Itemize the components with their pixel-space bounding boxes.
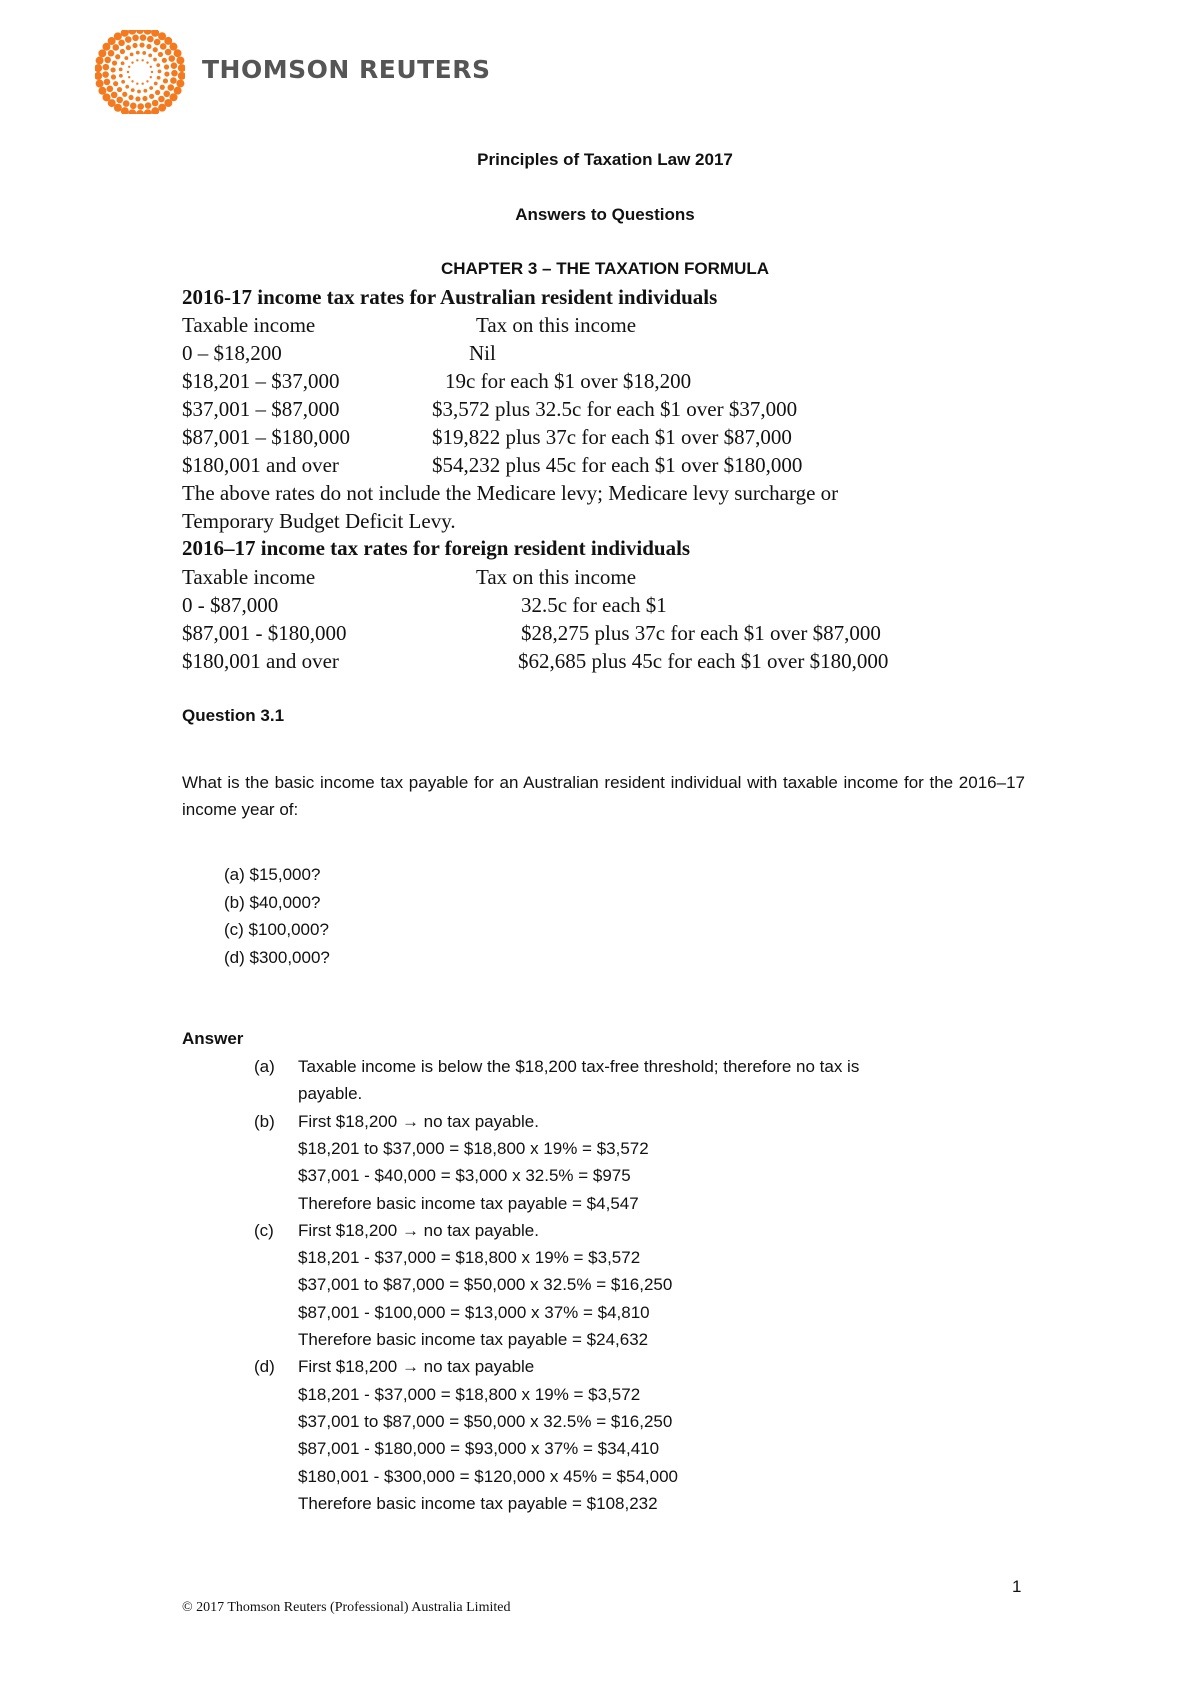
- answer-line: $37,001 to $87,000 = $50,000 x 32.5% = $16,250: [298, 1411, 673, 1431]
- resident-col-tax: Tax on this income: [476, 313, 637, 337]
- question-heading: Question 3.1: [182, 706, 285, 725]
- logo-dot: [143, 89, 147, 93]
- logo-dot: [136, 51, 140, 55]
- logo-dot: [136, 30, 144, 34]
- chapter-heading: CHAPTER 3 – THE TAXATION FORMULA: [440, 259, 770, 278]
- resident-row-tax: $19,822 plus 37c for each $1 over $87,000: [432, 425, 792, 449]
- logo-dot: [158, 70, 162, 74]
- resident-row-income: $18,201 – $37,000: [182, 369, 340, 393]
- logo-dot: [118, 40, 125, 47]
- logo-dot: [152, 100, 159, 107]
- answer-line: payable.: [298, 1084, 363, 1104]
- logo-dot: [122, 92, 127, 97]
- logo-dot: [119, 74, 123, 78]
- logo-dot: [163, 90, 170, 97]
- answer-heading: Answer: [182, 1029, 244, 1048]
- logo-dot: [144, 30, 152, 35]
- logo-dot: [150, 66, 152, 68]
- logo-dot: [151, 30, 159, 37]
- logo-dot: [158, 52, 163, 57]
- logo-dot: [141, 82, 143, 84]
- logo-dot: [164, 71, 169, 76]
- answer-line: $18,201 - $37,000 = $18,800 x 19% = $3,572: [298, 1384, 641, 1404]
- answer-line: $37,001 - $40,000 = $3,000 x 32.5% = $975: [298, 1166, 631, 1186]
- answer-line: Therefore basic income tax payable = $24,632: [298, 1330, 649, 1349]
- logo-dot: [158, 96, 165, 103]
- answer-line: Taxable income is below the $18,200 tax-free threshold; therefore no tax is: [298, 1057, 860, 1076]
- answer-line: $87,001 - $100,000 = $13,000 x 37% = $4,810: [298, 1302, 650, 1322]
- logo-dot: [95, 64, 102, 72]
- logo-dot: [158, 104, 166, 112]
- logo-dot: [114, 32, 122, 40]
- logo-dot: [136, 82, 138, 84]
- logo-dot: [128, 95, 133, 100]
- logo-dot: [154, 82, 158, 86]
- logo-dot: [151, 107, 159, 114]
- logo-dot: [131, 80, 133, 82]
- foreign-row-tax: 32.5c for each $1: [521, 593, 667, 617]
- logo-dot: [102, 71, 109, 78]
- answer-item-label: (d): [254, 1357, 275, 1377]
- answer-item-label: (c): [254, 1220, 274, 1240]
- question-item: (b) $40,000?: [224, 892, 321, 912]
- logo-dot: [112, 44, 119, 51]
- foreign-col-income: Taxable income: [182, 565, 316, 589]
- logo-dot: [124, 56, 128, 60]
- logo-dot: [160, 43, 167, 50]
- answer-line: $18,201 - $37,000 = $18,800 x 19% = $3,572: [298, 1248, 641, 1268]
- logo-dot: [151, 71, 153, 73]
- answer-line: Therefore basic income tax payable = $4,547: [298, 1193, 639, 1213]
- logo-dot: [98, 87, 106, 95]
- resident-row-income: 0 – $18,200: [182, 341, 282, 365]
- answer-line: $87,001 - $180,000 = $93,000 x 37% = $34,410: [298, 1439, 660, 1459]
- logo-dot: [128, 30, 136, 35]
- resident-row-tax: 19c for each $1 over $18,200: [445, 369, 692, 393]
- question-item: (c) $100,000?: [224, 920, 329, 939]
- logo-dot: [137, 103, 144, 110]
- document-title: Principles of Taxation Law 2017: [477, 150, 733, 169]
- logo-dot: [178, 64, 185, 72]
- logo-dot: [131, 61, 133, 63]
- logo-dot: [121, 107, 129, 114]
- answer-line: First $18,200 → no tax payable: [298, 1357, 535, 1377]
- logo-dot: [119, 67, 123, 71]
- logo-dot: [103, 64, 110, 71]
- logo-dot: [112, 60, 117, 65]
- logo-dot: [128, 109, 136, 114]
- resident-row-tax: Nil: [469, 341, 496, 365]
- logo-dot: [139, 42, 144, 47]
- foreign-row-tax: $28,275 plus 37c for each $1 over $87,000: [521, 621, 881, 645]
- logo-dot: [126, 45, 131, 50]
- logo-dot: [121, 61, 125, 65]
- answer-line: $180,001 - $300,000 = $120,000 x 45% = $54,000: [298, 1466, 678, 1486]
- logo-dot: [107, 85, 114, 92]
- logo-dot: [120, 49, 125, 54]
- foreign-col-tax: Tax on this income: [476, 565, 637, 589]
- logo-dot: [145, 102, 152, 109]
- logo-dot: [96, 57, 104, 65]
- logo-dot: [135, 96, 140, 101]
- answer-line: Therefore basic income tax payable = $108,232: [298, 1493, 658, 1513]
- logo-dot: [148, 53, 152, 57]
- logo-dot: [121, 80, 125, 84]
- resident-row-tax: $3,572 plus 32.5c for each $1 over $37,000: [432, 397, 798, 421]
- question-item: (d) $300,000?: [224, 947, 330, 967]
- page-number: 1: [1012, 1577, 1022, 1596]
- logo-dot: [131, 88, 135, 92]
- answer-line: $18,201 to $37,000 = $18,800 x 19% = $3,572: [298, 1138, 649, 1158]
- logo-dot: [153, 58, 157, 62]
- logo-dot: [153, 47, 158, 52]
- logo-dot: [136, 110, 144, 114]
- resident-note-line2: Temporary Budget Deficit Levy.: [182, 509, 456, 533]
- thomson-reuters-logo-mark: [95, 30, 185, 114]
- logo-dot: [142, 96, 147, 101]
- logo-dot: [130, 52, 134, 56]
- logo-dot: [163, 78, 168, 83]
- logo-dot: [104, 57, 111, 64]
- document-subtitle: Answers to Questions: [515, 205, 695, 224]
- logo-dot: [113, 81, 118, 86]
- logo-dot: [168, 84, 175, 91]
- logo-dot: [157, 76, 161, 80]
- logo-dot: [96, 80, 104, 88]
- logo-dot: [178, 72, 185, 80]
- resident-col-income: Taxable income: [182, 313, 316, 337]
- logo-dot: [111, 74, 116, 79]
- foreign-rates-heading: 2016–17 income tax rates for foreign resident individuals: [182, 536, 691, 560]
- logo-dot: [98, 49, 106, 57]
- foreign-row-income: $180,001 and over: [182, 649, 339, 673]
- logo-dot: [164, 64, 169, 69]
- logo-dot: [111, 92, 118, 99]
- logo-dot: [140, 34, 147, 41]
- resident-row-income: $37,001 – $87,000: [182, 397, 340, 421]
- logo-dot: [156, 63, 160, 67]
- logo-dot: [154, 39, 161, 46]
- logo-dot: [149, 86, 153, 90]
- logo-dot: [117, 87, 122, 92]
- logo-dot: [176, 79, 184, 87]
- logo-dot: [104, 79, 111, 86]
- logo-dot: [121, 30, 129, 37]
- answer-item-label: (a): [254, 1057, 275, 1076]
- logo-dot: [155, 90, 160, 95]
- logo-dot: [171, 70, 178, 77]
- logo-dot: [128, 66, 130, 68]
- logo-dot: [171, 62, 178, 69]
- foreign-row-tax: $62,685 plus 45c for each $1 over $180,000: [518, 649, 889, 673]
- foreign-row-income: $87,001 - $180,000: [182, 621, 347, 645]
- logo-dot: [146, 80, 148, 82]
- footer-copyright: © 2017 Thomson Reuters (Professional) Australia Limited: [182, 1600, 511, 1615]
- logo-dot: [165, 49, 172, 56]
- logo-dot: [115, 54, 120, 59]
- resident-rates-heading: 2016-17 income tax rates for Australian resident individuals: [182, 285, 718, 309]
- logo-dot: [128, 76, 130, 78]
- logo-dot: [174, 87, 182, 95]
- logo-dot: [125, 85, 129, 89]
- logo-dot: [95, 72, 102, 80]
- logo-dot: [110, 67, 115, 72]
- logo-dot: [170, 77, 177, 84]
- answer-line: First $18,200 → no tax payable.: [298, 1111, 539, 1131]
- logo-dot: [168, 55, 175, 62]
- logo-dot: [142, 51, 146, 55]
- logo-dot: [146, 44, 151, 49]
- foreign-row-income: 0 - $87,000: [182, 593, 279, 617]
- logo-dot: [130, 103, 137, 110]
- logo-dot: [132, 43, 137, 48]
- answer-line: $37,001 to $87,000 = $50,000 x 32.5% = $16,250: [298, 1275, 673, 1295]
- logo-dot: [146, 61, 148, 63]
- logo-dot: [116, 97, 123, 104]
- answer-line: First $18,200 → no tax payable.: [298, 1220, 539, 1240]
- resident-row-tax: $54,232 plus 45c for each $1 over $180,000: [432, 453, 803, 477]
- logo-dot: [132, 34, 139, 41]
- logo-dot: [162, 58, 167, 63]
- logo-dot: [141, 59, 143, 61]
- logo-dot: [123, 100, 130, 107]
- logo-dot: [176, 56, 184, 64]
- logo-dot: [125, 36, 132, 43]
- question-text: What is the basic income tax payable for an Australian resident individual with taxable income for the 2016–17 income year of:: [182, 773, 1025, 819]
- logo-dot: [108, 50, 115, 57]
- logo-dot: [147, 36, 154, 43]
- resident-row-income: $87,001 – $180,000: [182, 425, 350, 449]
- resident-note-line1: The above rates do not include the Medicare levy; Medicare levy surcharge or: [182, 481, 839, 505]
- logo-dot: [150, 76, 152, 78]
- logo-dot: [136, 59, 138, 61]
- logo-text: THOMSON REUTERS: [202, 55, 491, 84]
- logo-dot: [144, 109, 152, 114]
- logo-dot: [149, 94, 154, 99]
- answer-item-label: (b): [254, 1111, 275, 1131]
- logo-dot: [127, 71, 129, 73]
- logo-dot: [137, 90, 141, 94]
- logo-dot: [174, 49, 182, 57]
- question-item: (a) $15,000?: [224, 865, 321, 884]
- resident-row-income: $180,001 and over: [182, 453, 339, 477]
- logo-dot: [160, 85, 165, 90]
